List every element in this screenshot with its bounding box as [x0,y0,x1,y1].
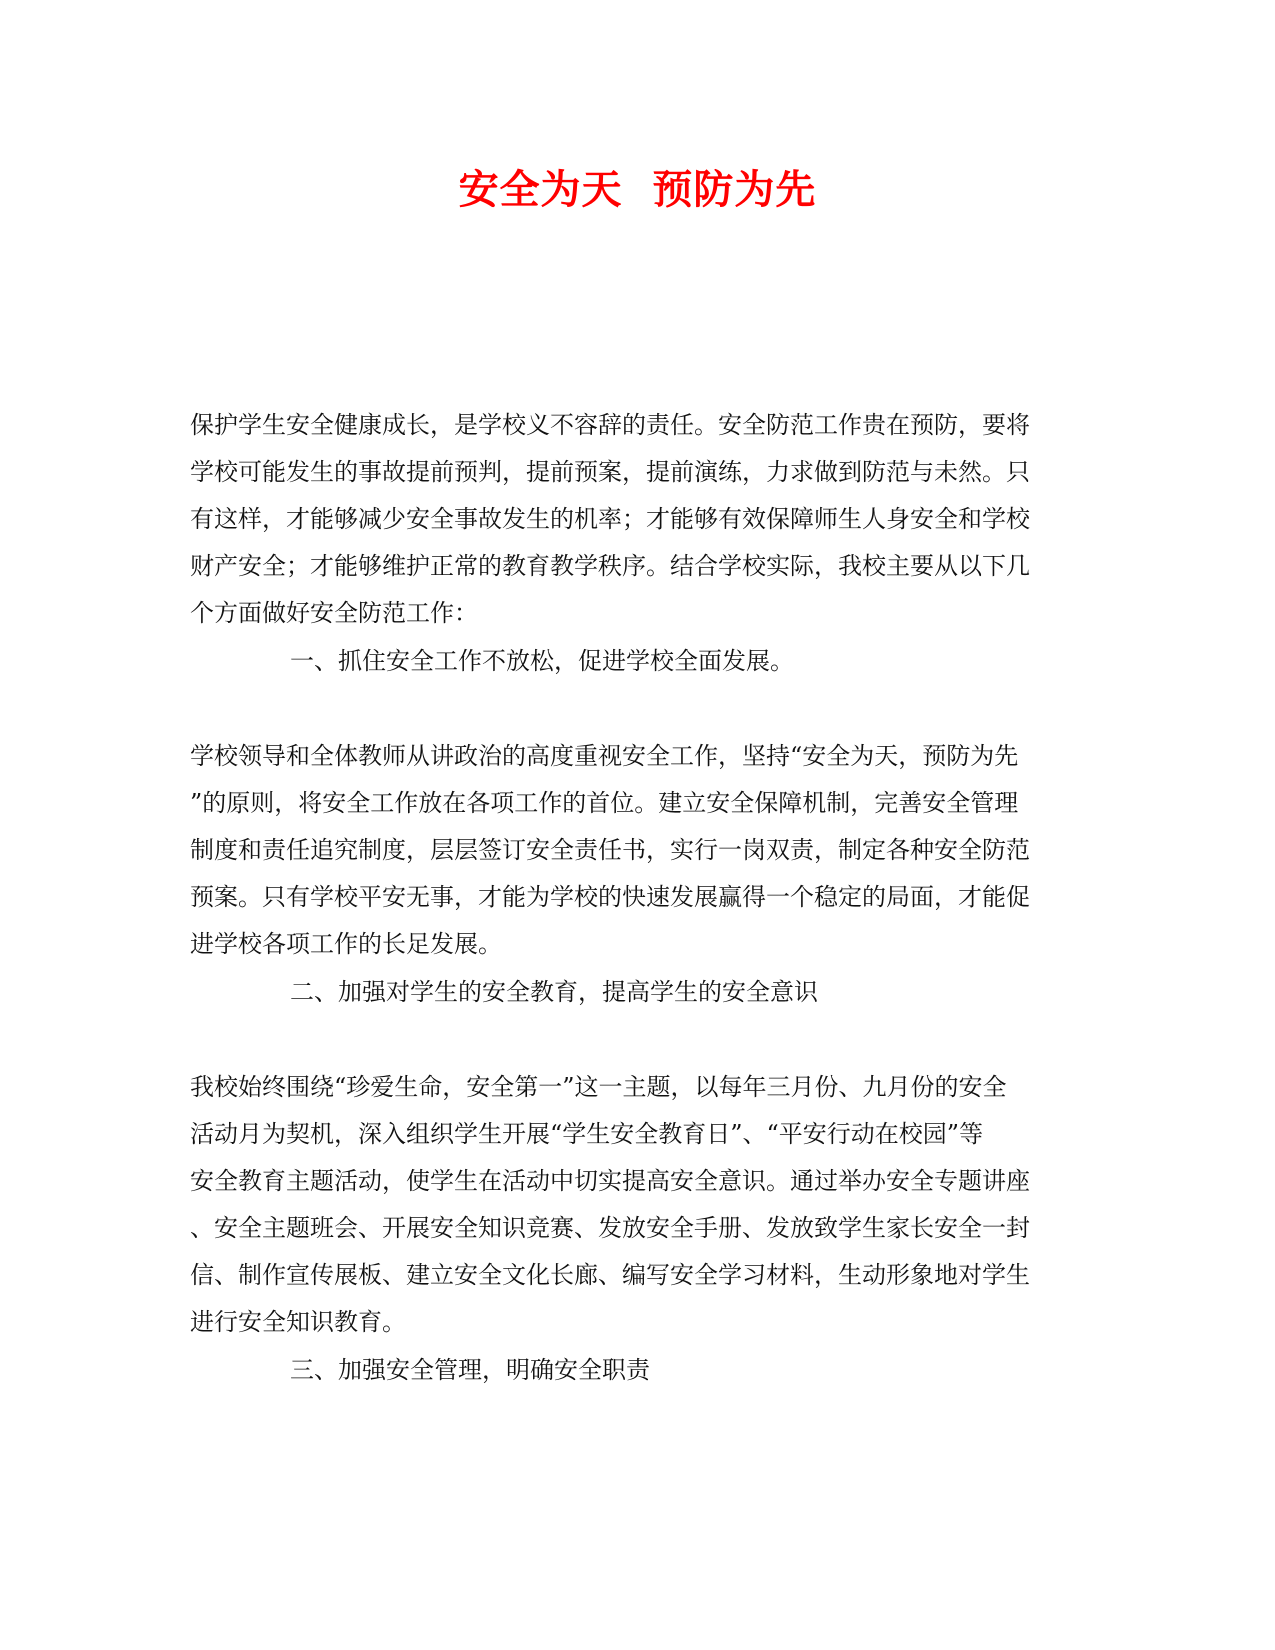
document-title: 安全为天 预防为先 [458,166,817,213]
intro-line: 有这样，才能够减少安全事故发生的机率；才能够有效保障师生人身安全和学校 [190,505,1030,533]
section-1-line: 进学校各项工作的长足发展。 [190,930,502,958]
section-2-line: 、安全主题班会、开展安全知识竞赛、发放安全手册、发放致学生家长安全一封 [190,1214,1030,1242]
section-1-line: ”的原则，将安全工作放在各项工作的首位。建立安全保障机制，完善安全管理 [190,789,1019,817]
section-1-line: 预案。只有学校平安无事，才能为学校的快速发展赢得一个稳定的局面，才能促 [190,883,1030,911]
section-2-heading: 二、加强对学生的安全教育，提高学生的安全意识 [290,978,818,1006]
section-3-heading: 三、加强安全管理，明确安全职责 [290,1356,650,1384]
intro-line: 财产安全；才能够维护正常的教育教学秩序。结合学校实际，我校主要从以下几 [190,552,1030,580]
section-2-line: 进行安全知识教育。 [190,1308,406,1336]
section-1-line: 制度和责任追究制度，层层签订安全责任书，实行一岗双责，制定各种安全防范 [190,836,1030,864]
section-2-line: 信、制作宣传展板、建立安全文化长廊、编写安全学习材料，生动形象地对学生 [190,1261,1030,1289]
intro-line: 学校可能发生的事故提前预判，提前预案，提前演练，力求做到防范与未然。只 [190,458,1030,486]
section-1-line: 学校领导和全体教师从讲政治的高度重视安全工作，坚持“安全为天，预防为先 [190,742,1019,770]
section-2-line: 安全教育主题活动，使学生在活动中切实提高安全意识。通过举办安全专题讲座 [190,1167,1030,1195]
section-1-heading: 一、抓住安全工作不放松，促进学校全面发展。 [290,647,794,675]
intro-line: 个方面做好安全防范工作： [190,599,478,627]
intro-line: 保护学生安全健康成长，是学校义不容辞的责任。安全防范工作贵在预防，要将 [190,411,1030,439]
section-2-line: 我校始终围绕“珍爱生命，安全第一”这一主题，以每年三月份、九月份的安全 [190,1073,1007,1101]
section-2-line: 活动月为契机，深入组织学生开展“学生安全教育日”、“平安行动在校园”等 [190,1120,984,1148]
